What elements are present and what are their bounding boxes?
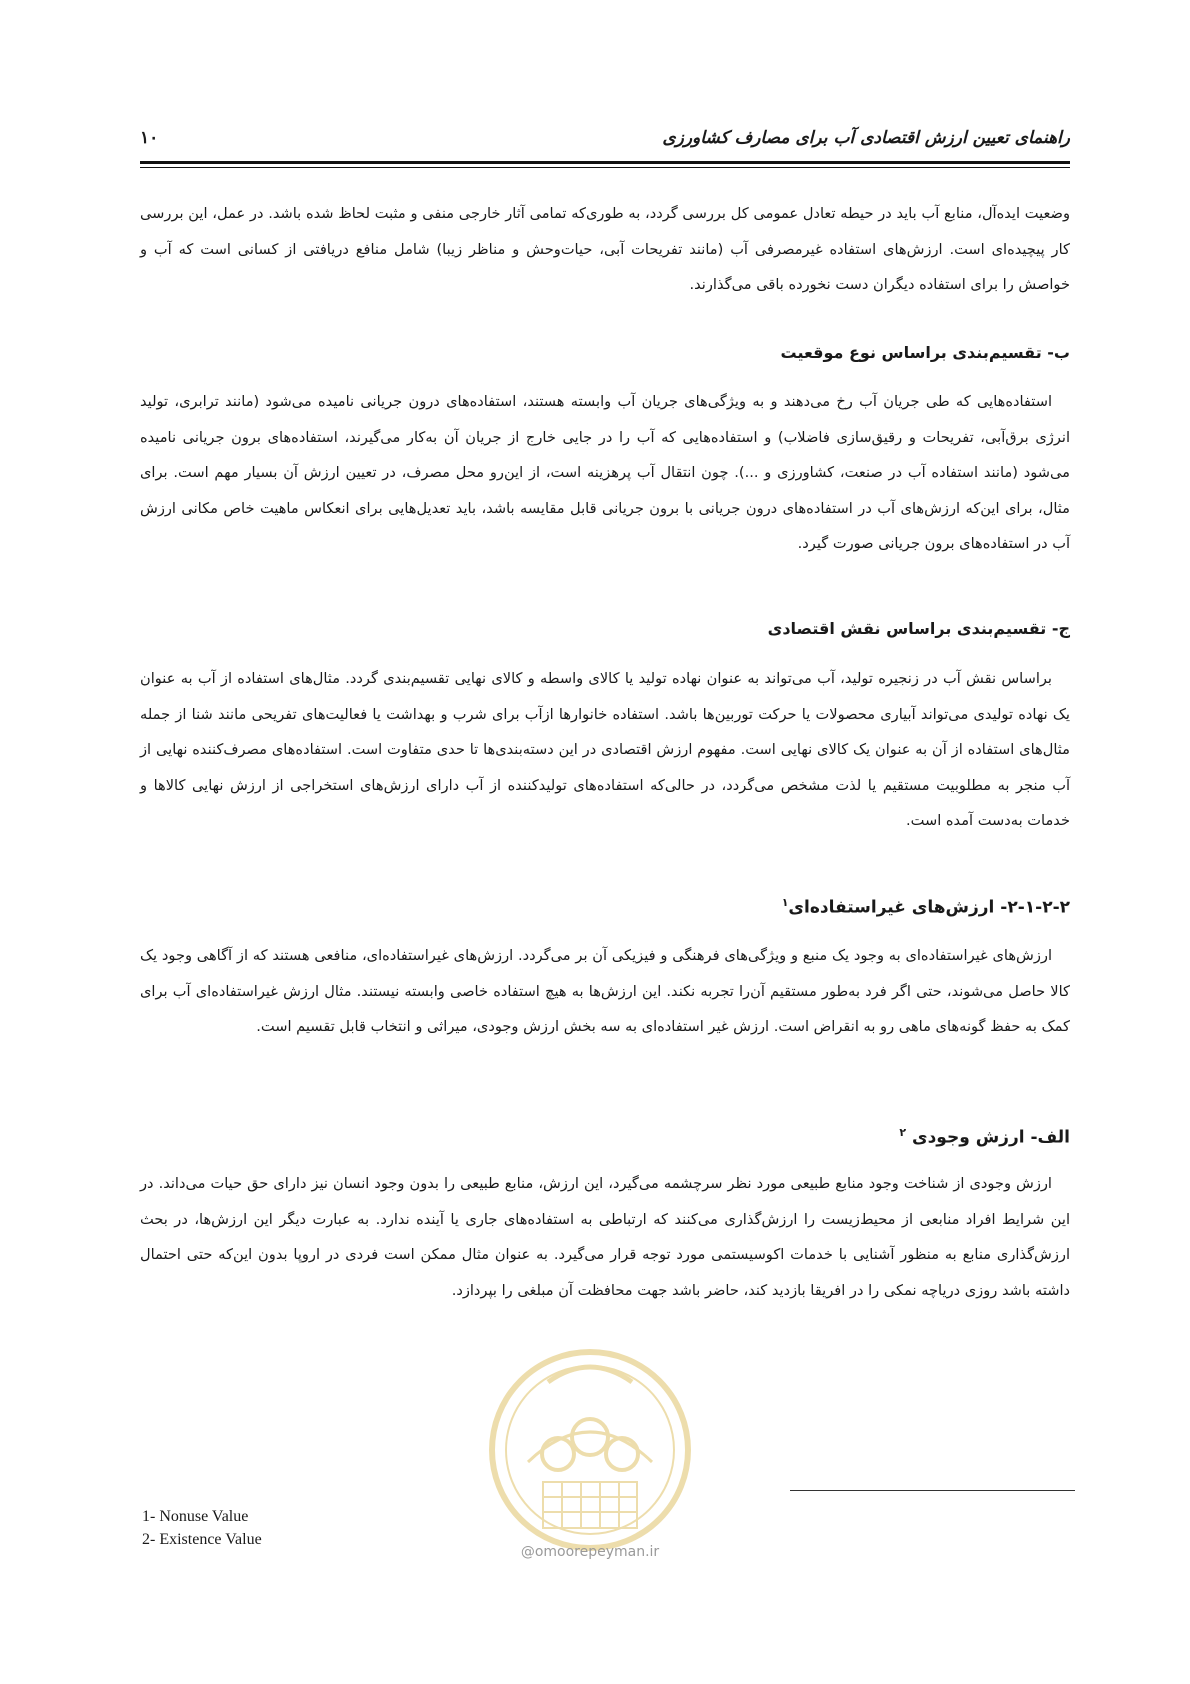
section-alef-heading <box>140 1118 1070 1153</box>
section-c <box>140 614 1070 644</box>
page-number: ۱۰ <box>140 128 159 148</box>
section-c-paragraph: براساس نقش آب در زنجیره تولید، آب می‌تواند به عنوان نهاده تولید یا کالای واسطه و کالای نهایی تقسیم‌بندی گردد. مثال‌های استفاده از آب به عنوان یک نهاده تولیدی می‌تواند آبیاری محصولات یا حرکت توربین‌ها باشد. استفاده خانوارها ازآب برای شرب و بهداشت یا فعالیت‌های تفریحی مانند شنا از جمله مثال‌های استفاده از آن به عنوان یک کالای نهایی است. مفهوم ارزش اقتصادی در این دسته‌بندی‌ها تا حدی متفاوت است. استفاده‌های مصرف‌کننده نهایی از آب منجر به مطلوبیت مستقیم یا لذت مشخص می‌گردد، در حالی‌که استفاده‌های تولیدکننده از آب دارای ارزش‌های استخراجی از ارزش نهایی کالاها و خدمات به‌دست آمده است. <box>140 670 1070 830</box>
footnote-2: 2- Existence Value <box>142 1531 262 1548</box>
section-c-heading: ج- تقسیم‌بندی براساس نقش اقتصادی <box>767 619 1070 638</box>
section-b-body <box>140 384 1070 562</box>
intro-block <box>140 196 1070 303</box>
watermark-seal-icon <box>488 1342 693 1557</box>
section-2122-paragraph: ارزش‌های غیراستفاده‌ای به وجود یک منبع و ویژگی‌های فرهنگی و فیزیکی آن بر می‌گردد. ارزش‌های غیراستفاده‌ای، منافعی هستند که از آگاهی وجود یک کالا حاصل می‌شوند، حتی اگر فرد به‌طور مستقیم آن‌را تجربه نکند. این ارزش‌ها به هیچ استفاده خاصی وابسته نیستند. مثال ارزش غیراستفاده‌ای آب برای کمک به حفظ گونه‌های ماهی رو به انقراض است. ارزش غیر استفاده‌ای به سه بخش ارزش وجودی، میراثی و انتخاب قابل تقسیم است. <box>140 947 1070 1036</box>
footnote-ref-1: ۱ <box>781 896 789 909</box>
section-b <box>140 338 1070 368</box>
header-rule-thin <box>140 167 1070 168</box>
intro-paragraph: وضعیت ایده‌آل، منابع آب باید در حیطه تعادل عمومی کل بررسی گردد، به طوری‌که تمامی آثار خارجی منفی و مثبت لحاظ شده باشد. در عمل، این بررسی کار پیچیده‌ای است. ارزش‌های استفاده غیرمصرفی آب (مانند تفریحات آبی، حیات‌وحش و مناظر زیبا) شامل منافع دریافتی از کسانی است که آب و خواصش را برای استفاده دیگران دست نخورده باقی می‌گذارند. <box>140 205 1070 294</box>
footnote-rule <box>790 1490 1075 1491</box>
running-header <box>140 128 1070 164</box>
header-rule <box>140 161 1070 164</box>
section-alef-body <box>140 1166 1070 1308</box>
section-alef-paragraph: ارزش وجودی از شناخت وجود منابع طبیعی مورد نظر سرچشمه می‌گیرد، این ارزش، منابع طبیعی را بدون وجود انسان نیز دارای حق حیات می‌داند. در این شرایط افراد منابعی از محیط‌زیست را ارزش‌گذاری می‌کنند که ارتباطی به استفاده‌های جاری یا آینده ندارد. به عبارت دیگر این ارزش‌ها، در بحث ارزش‌گذاری منابع به منظور آشنایی با خدمات اکوسیستمی مورد توجه قرار می‌گیرد. به عنوان مثال ممکن است فردی در اروپا بدون این‌که حتی احتمال داشته باشد روزی دریاچه نمکی را در افریقا بازدید کند، حاضر باشد جهت محافظت آن مبلغی را بپردازد. <box>140 1175 1070 1299</box>
section-2122-body <box>140 938 1070 1045</box>
section-b-paragraph: استفاده‌هایی که طی جریان آب رخ می‌دهند و به ویژگی‌های جریان آب وابسته هستند، استفاده‌های درون جریانی نامیده می‌شود (مانند ترابری، تولید انرژی برق‌آبی، تفریحات و رقیق‌سازی فاضلاب) و استفاده‌هایی که آب را در جایی خارج از جریان آن به‌کار می‌گیرند، استفاده‌های برون جریانی نامیده می‌شود (مانند استفاده آب در صنعت، کشاورزی و ...). چون انتقال آب پرهزینه است، از این‌رو محل مصرف، در تعیین ارزش آن بسیار مهم است. برای مثال، برای این‌که ارزش‌های آب در استفاده‌های درون جریانی با برون جریانی قابل مقایسه باشد، باید تعدیل‌هایی برای انعکاس ماهیت خاص مکانی ارزش آب در استفاده‌های برون جریانی صورت گیرد. <box>140 393 1070 553</box>
footnotes <box>142 1505 262 1551</box>
header-title: راهنمای تعیین ارزش اقتصادی آب برای مصارف کشاورزی <box>662 128 1070 148</box>
footnote-ref-2: ۲ <box>899 1126 907 1139</box>
section-2122-heading-text: ۲-۱-۲-۲- ارزش‌های غیراستفاده‌ای <box>788 897 1070 918</box>
watermark-url: @omoorepeyman.ir <box>520 1544 660 1560</box>
section-alef <box>140 1118 1070 1153</box>
section-b-heading: ب- تقسیم‌بندی براساس نوع موقعیت <box>780 343 1070 362</box>
footnote-1: 1- Nonuse Value <box>142 1508 249 1525</box>
section-alef-heading-text: الف- ارزش وجودی <box>912 1127 1070 1148</box>
section-2122 <box>140 888 1070 923</box>
section-2122-heading <box>140 888 1070 923</box>
section-c-body <box>140 661 1070 839</box>
